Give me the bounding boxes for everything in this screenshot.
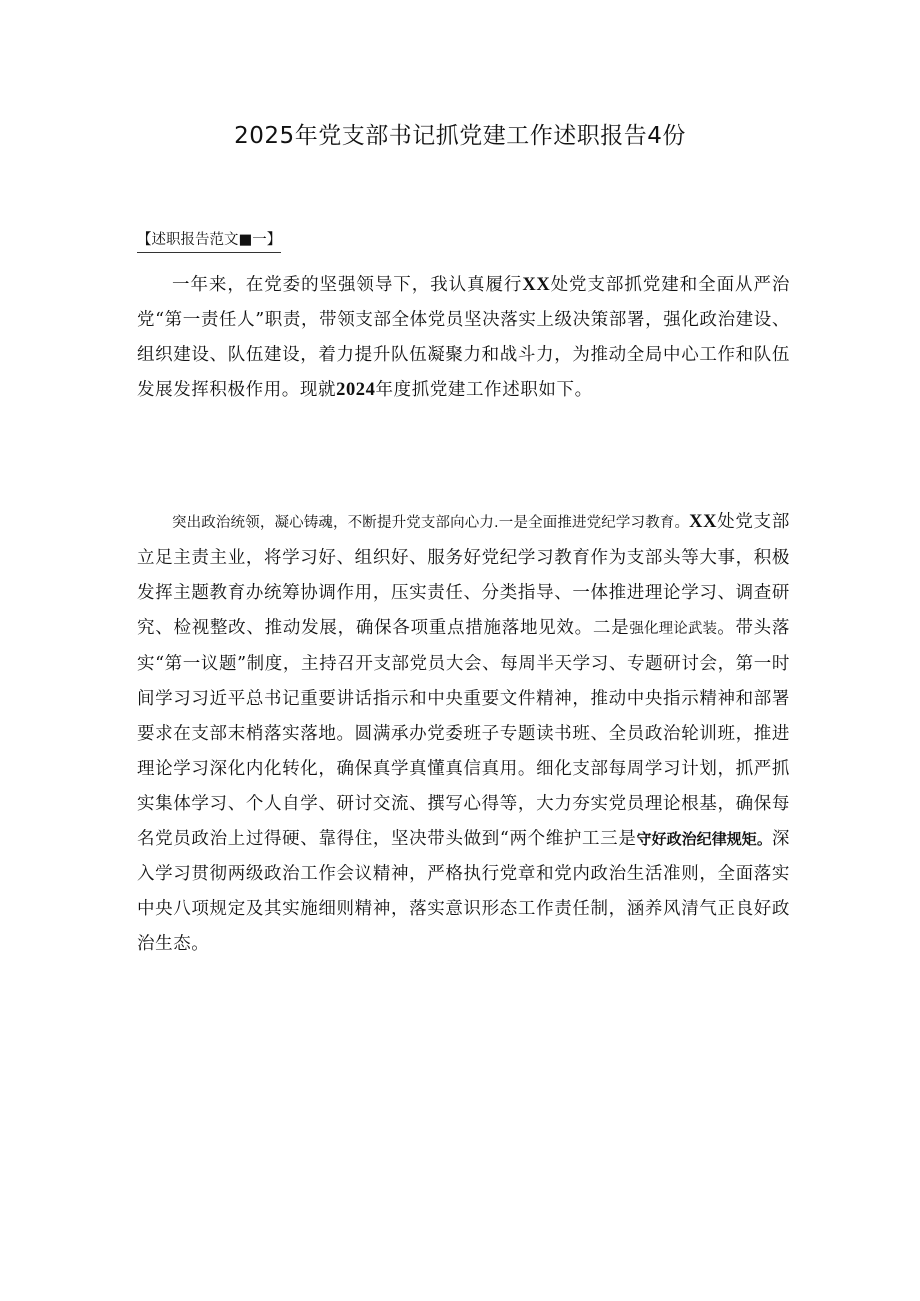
- paragraph-2-heading-3: 守好政治纪律规矩。: [636, 830, 772, 848]
- paragraph-1-bold-1: XX: [522, 275, 551, 295]
- paragraph-2-text-2: 。带头落实“第一议题”制度，主持召开支部党员大会、每周半天学习、专题研讨会，第一时间学习习近平总书记重要讲话指示和中央重要文件精神，推动中央指示精神和部署要求在支部末梢落实落地。圆满承办党委班子专题读书班、全员政治轮训班，推进理论学习深化内化转化，确保真学真懂真信真用。细化支部每周学习计划，抓严抓实集体学习、个人自学、研讨交流、撰写心得等，大力夯实党员理论根基，确保每名党员政治上过得硬、靠得住，坚决带头做到“两个维护工三是: [137, 618, 791, 849]
- paragraph-1: [137, 268, 790, 408]
- section-label: 【述职报告范文■一】: [137, 228, 281, 253]
- paragraph-2-heading-1: 突出政治统领，凝心铸魂，不断提升党支部向心力.一是全面推进党纪学习教育。: [172, 515, 690, 531]
- paragraph-2-text-1: 处党支部立足主责主业，将学习好、组织好、服务好党纪学习教育作为支部头等大事，积极发挥主题教育办统筹协调作用，压实责任、分类指导、一体推进理论学习、调查研究、检视整改、推动发展，确保各项重点措施落地见效。二是: [137, 512, 791, 638]
- paragraph-2-bold-1: XX: [689, 512, 718, 532]
- document-title: 2025年党支部书记抓党建工作述职报告4份: [234, 123, 686, 149]
- paragraph-2-heading-2: 强化理论武装: [629, 621, 718, 637]
- paragraph-2: [137, 505, 790, 962]
- paragraph-1-text-3: 年度抓党建工作述职如下。: [375, 380, 593, 400]
- paragraph-2-text-3: 深入学习贯彻两级政治工作会议精神，严格执行党章和党内政治生活准则，全面落实中央八项规定及其实施细则精神，落实意识形态工作责任制，涵养风清气正良好政治生态。: [137, 829, 790, 954]
- paragraph-1-bold-2: 2024: [336, 380, 376, 400]
- paragraph-1-text-1: 一年来，在党委的坚强领导下，我认真履行: [172, 275, 523, 295]
- paragraph-1-text-2: 处党支部抓党建和全面从严治党“第一责任人”职责，带领支部全体党员坚决落实上级决策部署，强化政治建设、组织建设、队伍建设，着力提升队伍凝聚力和战斗力，为推动全局中心工作和队伍发展发挥积极作用。现就: [137, 275, 790, 400]
